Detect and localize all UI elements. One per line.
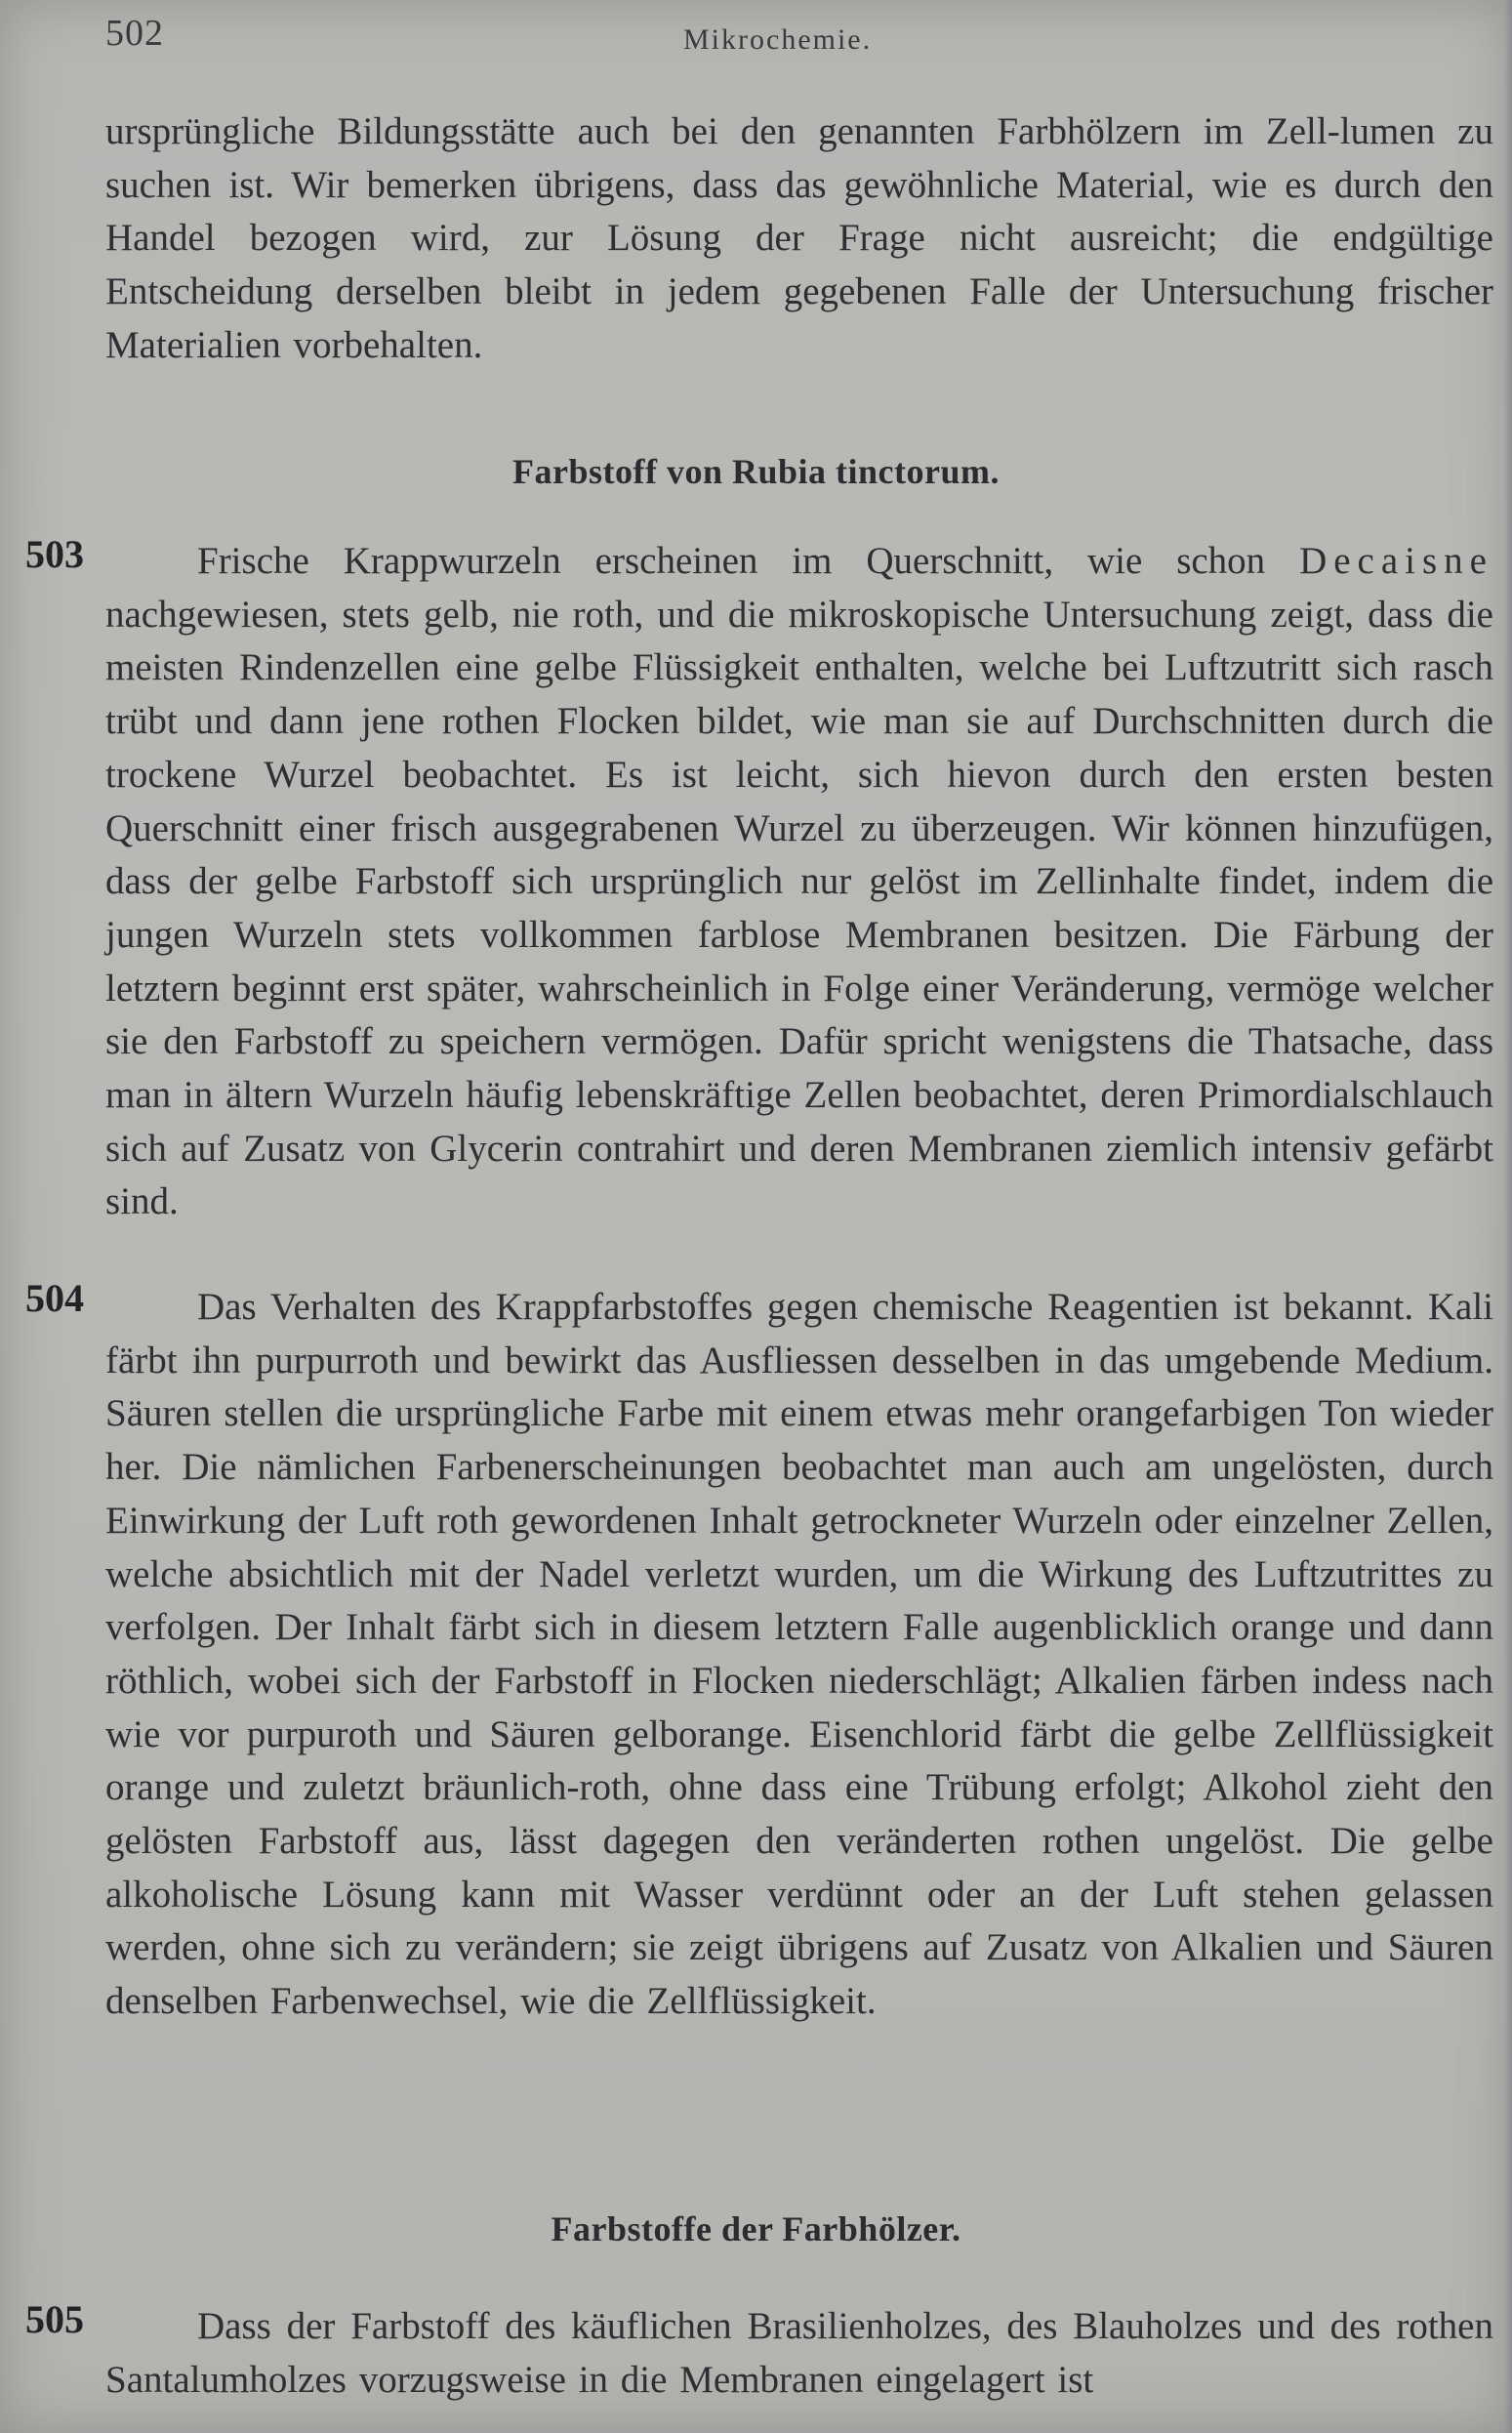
paragraph-504 (105, 1281, 1493, 2029)
running-head (0, 6, 1512, 64)
page-edge (1504, 0, 1512, 2433)
author-name-decaisne: Decaisne (1299, 540, 1493, 582)
running-title: Mikrochemie. (683, 23, 873, 56)
paragraph-503-text-start: Frische Krappwurzeln erscheinen im Querschnitt, wie schon (197, 540, 1300, 582)
paragraph-505-text: Dass der Farbstoff des käuflichen Brasilienholzes, des Blauholzes und des rothen Santalumholzes vorzugsweise in die Membranen eingelagert ist (105, 2305, 1493, 2401)
paragraph-504-text: Das Verhalten des Krappfarbstoffes gegen chemische Reagentien ist bekannt. Kali färbt ihn purpurroth und bewirkt das Ausfliessen desselben in das umgebende Medium. Säuren stellen die ursprüngliche Farbe mit einem etwas mehr orangefarbigen Ton wieder her. Die nämlichen Farbenerscheinungen beobachtet man auch am ungelösten, durch Einwirkung der Luft roth gewordenen Inhalt getrockneter Wurzeln oder einzelner Zellen, welche absichtlich mit der Nadel verletzt wurden, um die Wirkung des Luftzutrittes zu verfolgen. Der Inhalt färbt sich in diesem letztern Falle augenblicklich orange und dann röthlich, wobei sich der Farbstoff in Flocken niederschlägt; Alkalien färben indess nach wie vor purpuroth und Säuren gelborange. Eisenchlorid färbt die gelbe Zellflüssigkeit orange und zuletzt bräunlich-roth, ohne dass eine Trübung erfolgt; Alkohol zieht den gelösten Farbstoff aus, lässt dagegen den veränderten rothen ungelöst. Die gelbe alkoholische Lösung kann mit Wasser verdünnt oder an der Luft stehen gelassen werden, ohne sich zu verändern; sie zeigt übrigens auf Zusatz von Alkalien und Säuren denselben Farbenwechsel, wie die Zellflüssigkeit. (105, 1286, 1493, 2023)
paragraph-number-503: 503 (25, 532, 84, 576)
section-heading-rubia: Farbstoff von Rubia tinctorum. (512, 452, 1000, 491)
intro-paragraph: ursprüngliche Bildungsstätte auch bei den genannten Farbhölzern im Zell-lumen zu suchen ist. Wir bemerken übrigens, dass das gewöhnliche Material, wie es durch den Handel bezogen wird, zur Lösung der Frage nicht ausreicht; die endgültige Entscheidung derselben bleibt in jedem gegebenen Falle der Untersuchung frischer Materialien vorbehalten. (105, 110, 1493, 366)
paragraph-number-505: 505 (25, 2297, 84, 2341)
page-number: 502 (105, 13, 164, 54)
section-heading-farbhoelzer: Farbstoffe der Farbhölzer. (551, 2209, 961, 2248)
paragraph-503-text-rest: nachgewiesen, stets gelb, nie roth, und die mikroskopische Untersuchung zeigt, dass die meisten Rindenzellen eine gelbe Flüssigkeit enthalten, welche bei Luftzutritt sich rasch trübt und dann jene rothen Flocken bildet, wie man sie auf Durchschnitten durch die trockene Wurzel beobachtet. Es ist leicht, sich hievon durch den ersten besten Querschnitt einer frisch ausgegrabenen Wurzel zu überzeugen. Wir können hinzufügen, dass der gelbe Farbstoff sich ursprünglich nur gelöst im Zellinhalte findet, indem die jungen Wurzeln stets vollkommen farblose Membranen besitzen. Die Färbung der letztern beginnt erst später, wahrscheinlich in Folge einer Veränderung, vermöge welcher sie den Farbstoff zu speichern vermögen. Dafür spricht wenigstens die Thatsache, dass man in ältern Wurzeln häufig lebenskräftige Zellen beobachtet, deren Primordialschlauch sich auf Zusatz von Glycerin contrahirt und deren Membranen ziemlich intensiv gefärbt sind. (105, 593, 1493, 1223)
paragraph-505 (105, 2300, 1493, 2407)
paragraph-503 (105, 535, 1493, 1229)
paragraph-number-504: 504 (25, 1276, 84, 1320)
